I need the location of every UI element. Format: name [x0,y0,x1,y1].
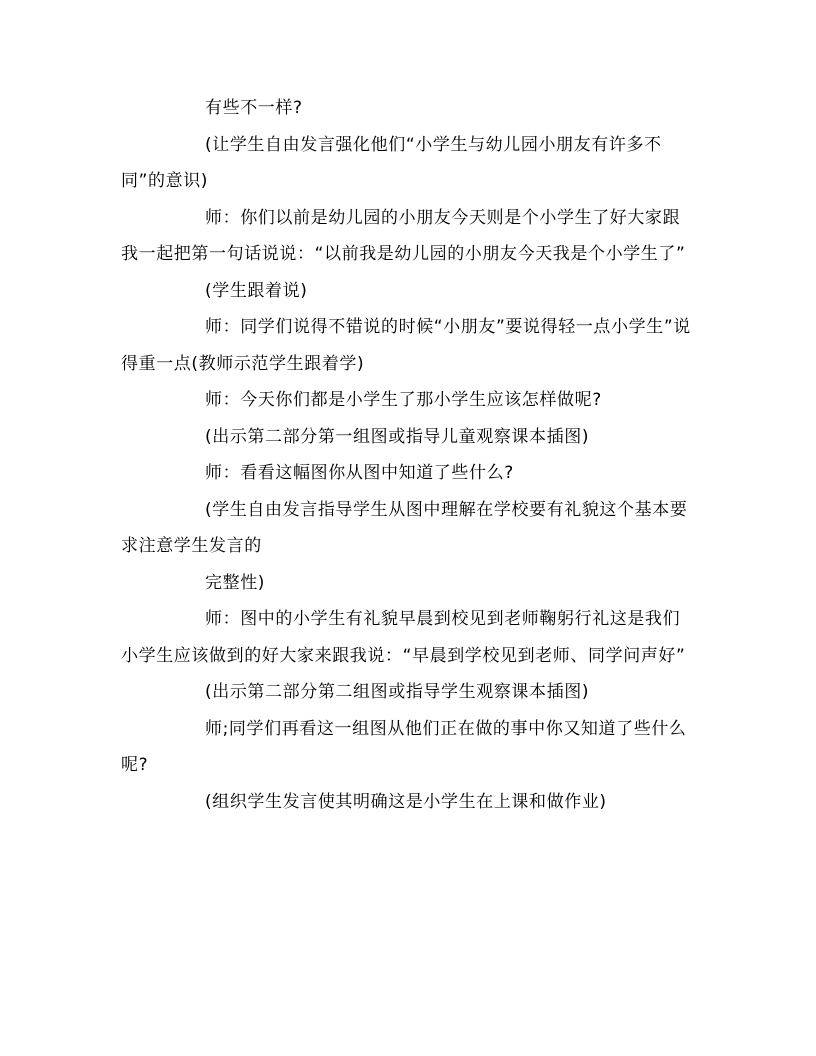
paragraph-14: (组织学生发言使其明确这是小学生在上课和做作业) [205,791,607,812]
paragraph-4: (学生跟着说) [205,280,308,301]
paragraph-7: (出示第二部分第一组图或指导儿童观察课本插图) [205,426,590,447]
paragraph-5: 师：同学们说得不错说的时候“小朋友”要说得轻一点小学生”说得重一点(教师示范学生跟着学) [121,317,691,374]
document-body [121,90,696,820]
paragraph-9: (学生自由发言指导学生从图中理解在学校要有礼貌这个基本要求注意学生发言的 [121,499,688,556]
paragraph-2: (让学生自由发言强化他们“小学生与幼儿园小朋友有许多不同”的意识) [121,134,662,191]
paragraph-13: 师;同学们再看这一组图从他们正在做的事中你又知道了些什么呢? [121,718,687,775]
paragraph-8: 师：看看这幅图你从图中知道了些什么? [205,463,514,483]
paragraph-1: 有些不一样? [205,98,303,118]
paragraph-10: 完整性) [205,572,266,593]
paragraph-11: 师：图中的小学生有礼貌早晨到校见到老师鞠躬行礼这是我们小学生应该做到的好大家来跟我说：“早晨到学校见到老师、同学问声好” [121,609,686,666]
paragraph-3: 师：你们以前是幼儿园的小朋友今天则是个小学生了好大家跟我一起把第一句话说说：“以前我是幼儿园的小朋友今天我是个小学生了” [121,207,686,264]
paragraph-12: (出示第二部分第二组图或指导学生观察课本插图) [205,682,590,702]
paragraph-6: 师：今天你们都是小学生了那小学生应该怎样做呢? [205,390,602,410]
